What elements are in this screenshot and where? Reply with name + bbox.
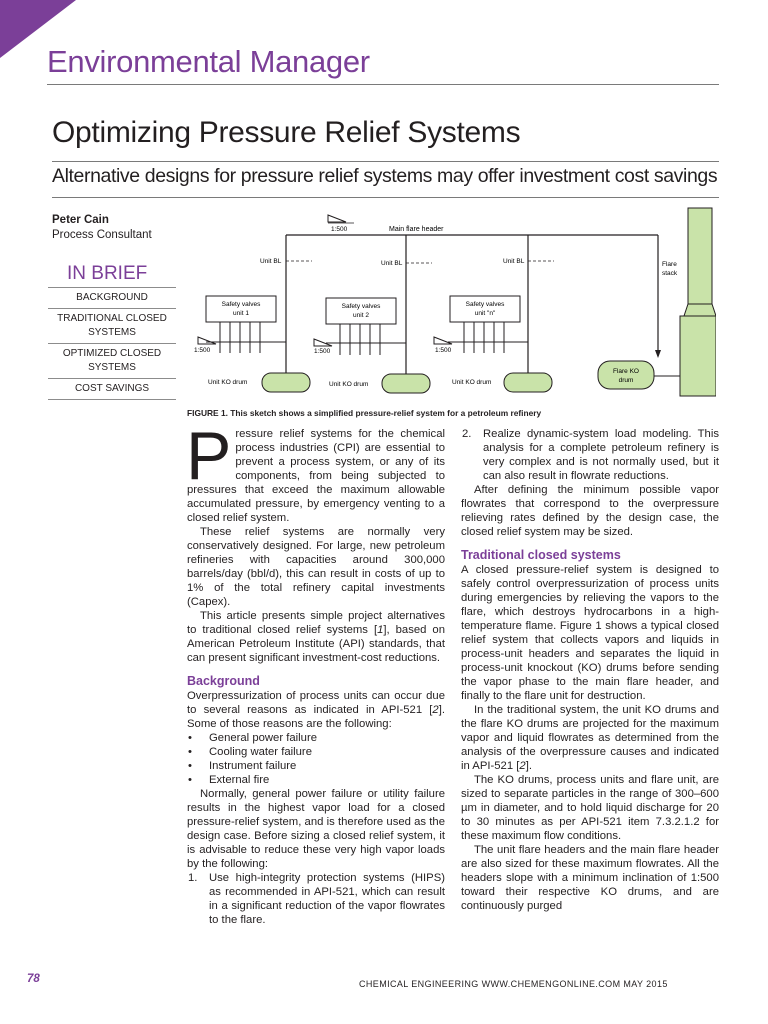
in-brief-item-cost-savings[interactable]: COST SAVINGS — [48, 379, 176, 400]
in-brief-item-traditional[interactable]: TRADITIONAL CLOSED SYSTEMS — [48, 309, 176, 344]
traditional-paragraph-3: The KO drums, process units and flare unit, are sized to separate particles in the range of 300–600 µm in diameter, and to hold liquid discharge for 20 to 30 minutes as per API-521 item 7.3.2.1.2 for these maximum flow conditions. — [461, 774, 719, 842]
heading-background: Background — [187, 674, 260, 688]
tr-p2-text-b: ]. — [525, 760, 532, 772]
flare-stack-label-a: Flare — [662, 261, 677, 268]
bullet-text: External fire — [209, 774, 270, 786]
safety-valves-box-unit2 — [326, 298, 396, 324]
tr-p2-text-a: In the traditional system, the unit KO drums and the flare KO drums are projected for the maximum vapor and liquid flowrates as determined from the analysis of the overpressure causes and indicated in API-521 [ — [461, 704, 719, 772]
author-role: Process Consultant — [52, 229, 152, 241]
sv2-label-b: unit 2 — [353, 312, 369, 319]
traditional-paragraph-2 — [461, 703, 719, 773]
sv1-label-b: unit 1 — [233, 310, 249, 317]
author-name: Peter Cain — [52, 214, 109, 226]
list-item — [187, 773, 445, 787]
sv1-label-a: Safety valves — [221, 301, 261, 308]
unitn-ko-drum — [504, 373, 552, 392]
main-header-label: Main flare header — [389, 226, 444, 233]
page-number: 78 — [27, 973, 40, 985]
bullet-text: Instrument failure — [209, 760, 297, 772]
unit2-ko-drum — [382, 374, 430, 393]
section-title: Environmental Manager — [47, 44, 370, 79]
p3-ref: 1 — [377, 624, 384, 636]
heading-traditional: Traditional closed systems — [461, 548, 621, 562]
svn-label-b: unit "n" — [474, 310, 496, 317]
causes-list — [187, 731, 445, 787]
list-item — [187, 745, 445, 759]
flare-ko-label-a: Flare KO — [612, 368, 640, 375]
column-right — [461, 427, 719, 913]
flare-stack-upper — [688, 208, 712, 304]
reduction-list-part-2 — [461, 427, 719, 483]
in-brief-item-background[interactable]: BACKGROUND — [48, 288, 176, 309]
list-number: 1. — [188, 872, 198, 884]
list-item — [187, 759, 445, 773]
column-left — [186, 418, 445, 927]
svn-label-a: Safety valves — [465, 301, 505, 308]
flare-stack-label-b: stack — [662, 270, 678, 277]
ko-drum-label-1: Unit KO drum — [208, 379, 248, 386]
bullet-text: Cooling water failure — [209, 746, 312, 758]
paragraph-2: These relief systems are normally very conservatively designed. For large, new petroleum refineries with capacities around 300,000 barrels/day (bbl/d), this can result in costs of up to 1% of the total refinery capital investments (Capex). — [187, 526, 445, 608]
list-item — [187, 871, 445, 927]
drop-cap: P — [186, 418, 232, 494]
ko-drum-label-n: Unit KO drum — [452, 379, 492, 386]
bg-p1-ref: 2 — [432, 704, 439, 716]
paragraph-3 — [187, 609, 445, 665]
figure-label: FIGURE 1. — [187, 408, 228, 418]
unit-bl-label-2: Unit BL — [381, 260, 403, 267]
bg-p1-text-a: Overpressurization of process units can occur due to several reasons as indicated in API-521 [ — [187, 690, 445, 716]
article-title: Optimizing Pressure Relief Systems — [52, 116, 521, 149]
unit-bl-label-n: Unit BL — [503, 258, 525, 265]
background-paragraph-1 — [187, 689, 445, 731]
footer-text: CHEMICAL ENGINEERING WWW.CHEMENGONLINE.COM MAY 2015 — [359, 979, 668, 989]
slope-triangle-icon — [328, 215, 346, 222]
slope-label-unit2: 1:500 — [314, 348, 331, 355]
safety-valves-box-unit1 — [206, 296, 276, 322]
flare-stack-base — [680, 316, 716, 396]
deck-rule — [52, 197, 719, 198]
unit1-ko-drum — [262, 373, 310, 392]
list-item — [187, 731, 445, 745]
title-rule — [52, 161, 719, 162]
figure-caption-text: This sketch shows a simplified pressure-relief system for a petroleum refinery — [230, 408, 542, 418]
list-text: Realize dynamic-system load modeling. This analysis for a complete petroleum refinery is very complex and is not normally used, but it can also result in flowrate reductions. — [483, 428, 719, 482]
bullet-icon: • — [188, 746, 192, 758]
bg-p1-text-b: ]. Some of those reasons are the following: — [187, 704, 445, 730]
section-rule — [47, 84, 719, 85]
list-item — [461, 427, 719, 483]
flare-ko-label-b: drum — [618, 377, 634, 384]
tr-p2-ref: 2 — [519, 760, 526, 772]
slope-triangle-icon — [434, 337, 452, 344]
intro-text: ressure relief systems for the chemical process industries (CPI) are essential to prevent a process system, or any of its components, from being subjected to pressures that exceed the maximum allowable accumulated pressure, by emergency venting to a closed relief system. — [187, 428, 445, 524]
slope-label-unit1: 1:500 — [194, 347, 211, 354]
sv2-label-a: Safety valves — [341, 303, 381, 310]
bullet-icon: • — [188, 760, 192, 772]
traditional-paragraph-1: A closed pressure-relief system is designed to safely control overpressurization of process units during emergencies by relieving the vapors to the flare, which destroys hydrocarbons in a high-temperature flame. Figure 1 shows a typical closed relief system that collects vapors and liquids in process-unit headers and separates the liquid in process-unit knockout (KO) drums before sending the vapor phase to the main flare header, and finally to the flare unit for destruction. — [461, 564, 719, 702]
p3-text-a: This article presents simple project alternatives to traditional closed relief systems [ — [187, 610, 445, 636]
bullet-icon: • — [188, 732, 192, 744]
intro-paragraph — [186, 418, 445, 525]
arrow-icon — [655, 350, 661, 358]
in-brief-item-optimized[interactable]: OPTIMIZED CLOSED SYSTEMS — [48, 344, 176, 379]
bullet-icon: • — [188, 774, 192, 786]
list-number: 2. — [462, 428, 472, 440]
flare-ko-drum — [598, 361, 654, 389]
article-deck: Alternative designs for pressure relief systems may offer investment cost savings — [52, 165, 718, 187]
slope-label-top: 1:500 — [331, 226, 348, 233]
bullet-text: General power failure — [209, 732, 318, 744]
list-text: Use high-integrity protection systems (HIPS) as recommended in API-521, which can result in a significant reduction of the vapor flowrates to the flare. — [209, 872, 445, 926]
flare-stack-flange — [684, 304, 716, 316]
in-brief-title: IN BRIEF — [48, 261, 176, 288]
p3-text-b: ], based on American Petroleum Institute (API) standards, that can present significant investment-cost reductions. — [187, 624, 445, 664]
traditional-paragraph-4: The unit flare headers and the main flare header are also sized for these maximum flowrates. All the headers slope with a minimum inclination of 1:500 toward their respective KO drums, and are continuously purged — [461, 844, 719, 912]
slope-label-unitn: 1:500 — [435, 347, 452, 354]
reduction-list-part-1 — [187, 871, 445, 927]
unit-bl-label-1: Unit BL — [260, 258, 282, 265]
safety-valves-box-unitn — [450, 296, 520, 322]
figure-caption — [187, 408, 541, 418]
after-list-paragraph: After defining the minimum possible vapor flowrates that correspond to the overpressure relieving rates defined by the design case, the closed relief system may be sized. — [461, 484, 719, 538]
in-brief-box — [48, 261, 176, 400]
slope-triangle-icon — [198, 337, 216, 344]
relief-system-diagram — [186, 206, 716, 406]
ko-drum-label-2: Unit KO drum — [329, 381, 369, 388]
background-paragraph-2: Normally, general power failure or utility failure results in the highest vapor load for a closed pressure-relief system, and is therefore used as the design case. Before sizing a closed relief system, it is advisable to reduce these very high vapor loads by the following: — [187, 788, 445, 870]
